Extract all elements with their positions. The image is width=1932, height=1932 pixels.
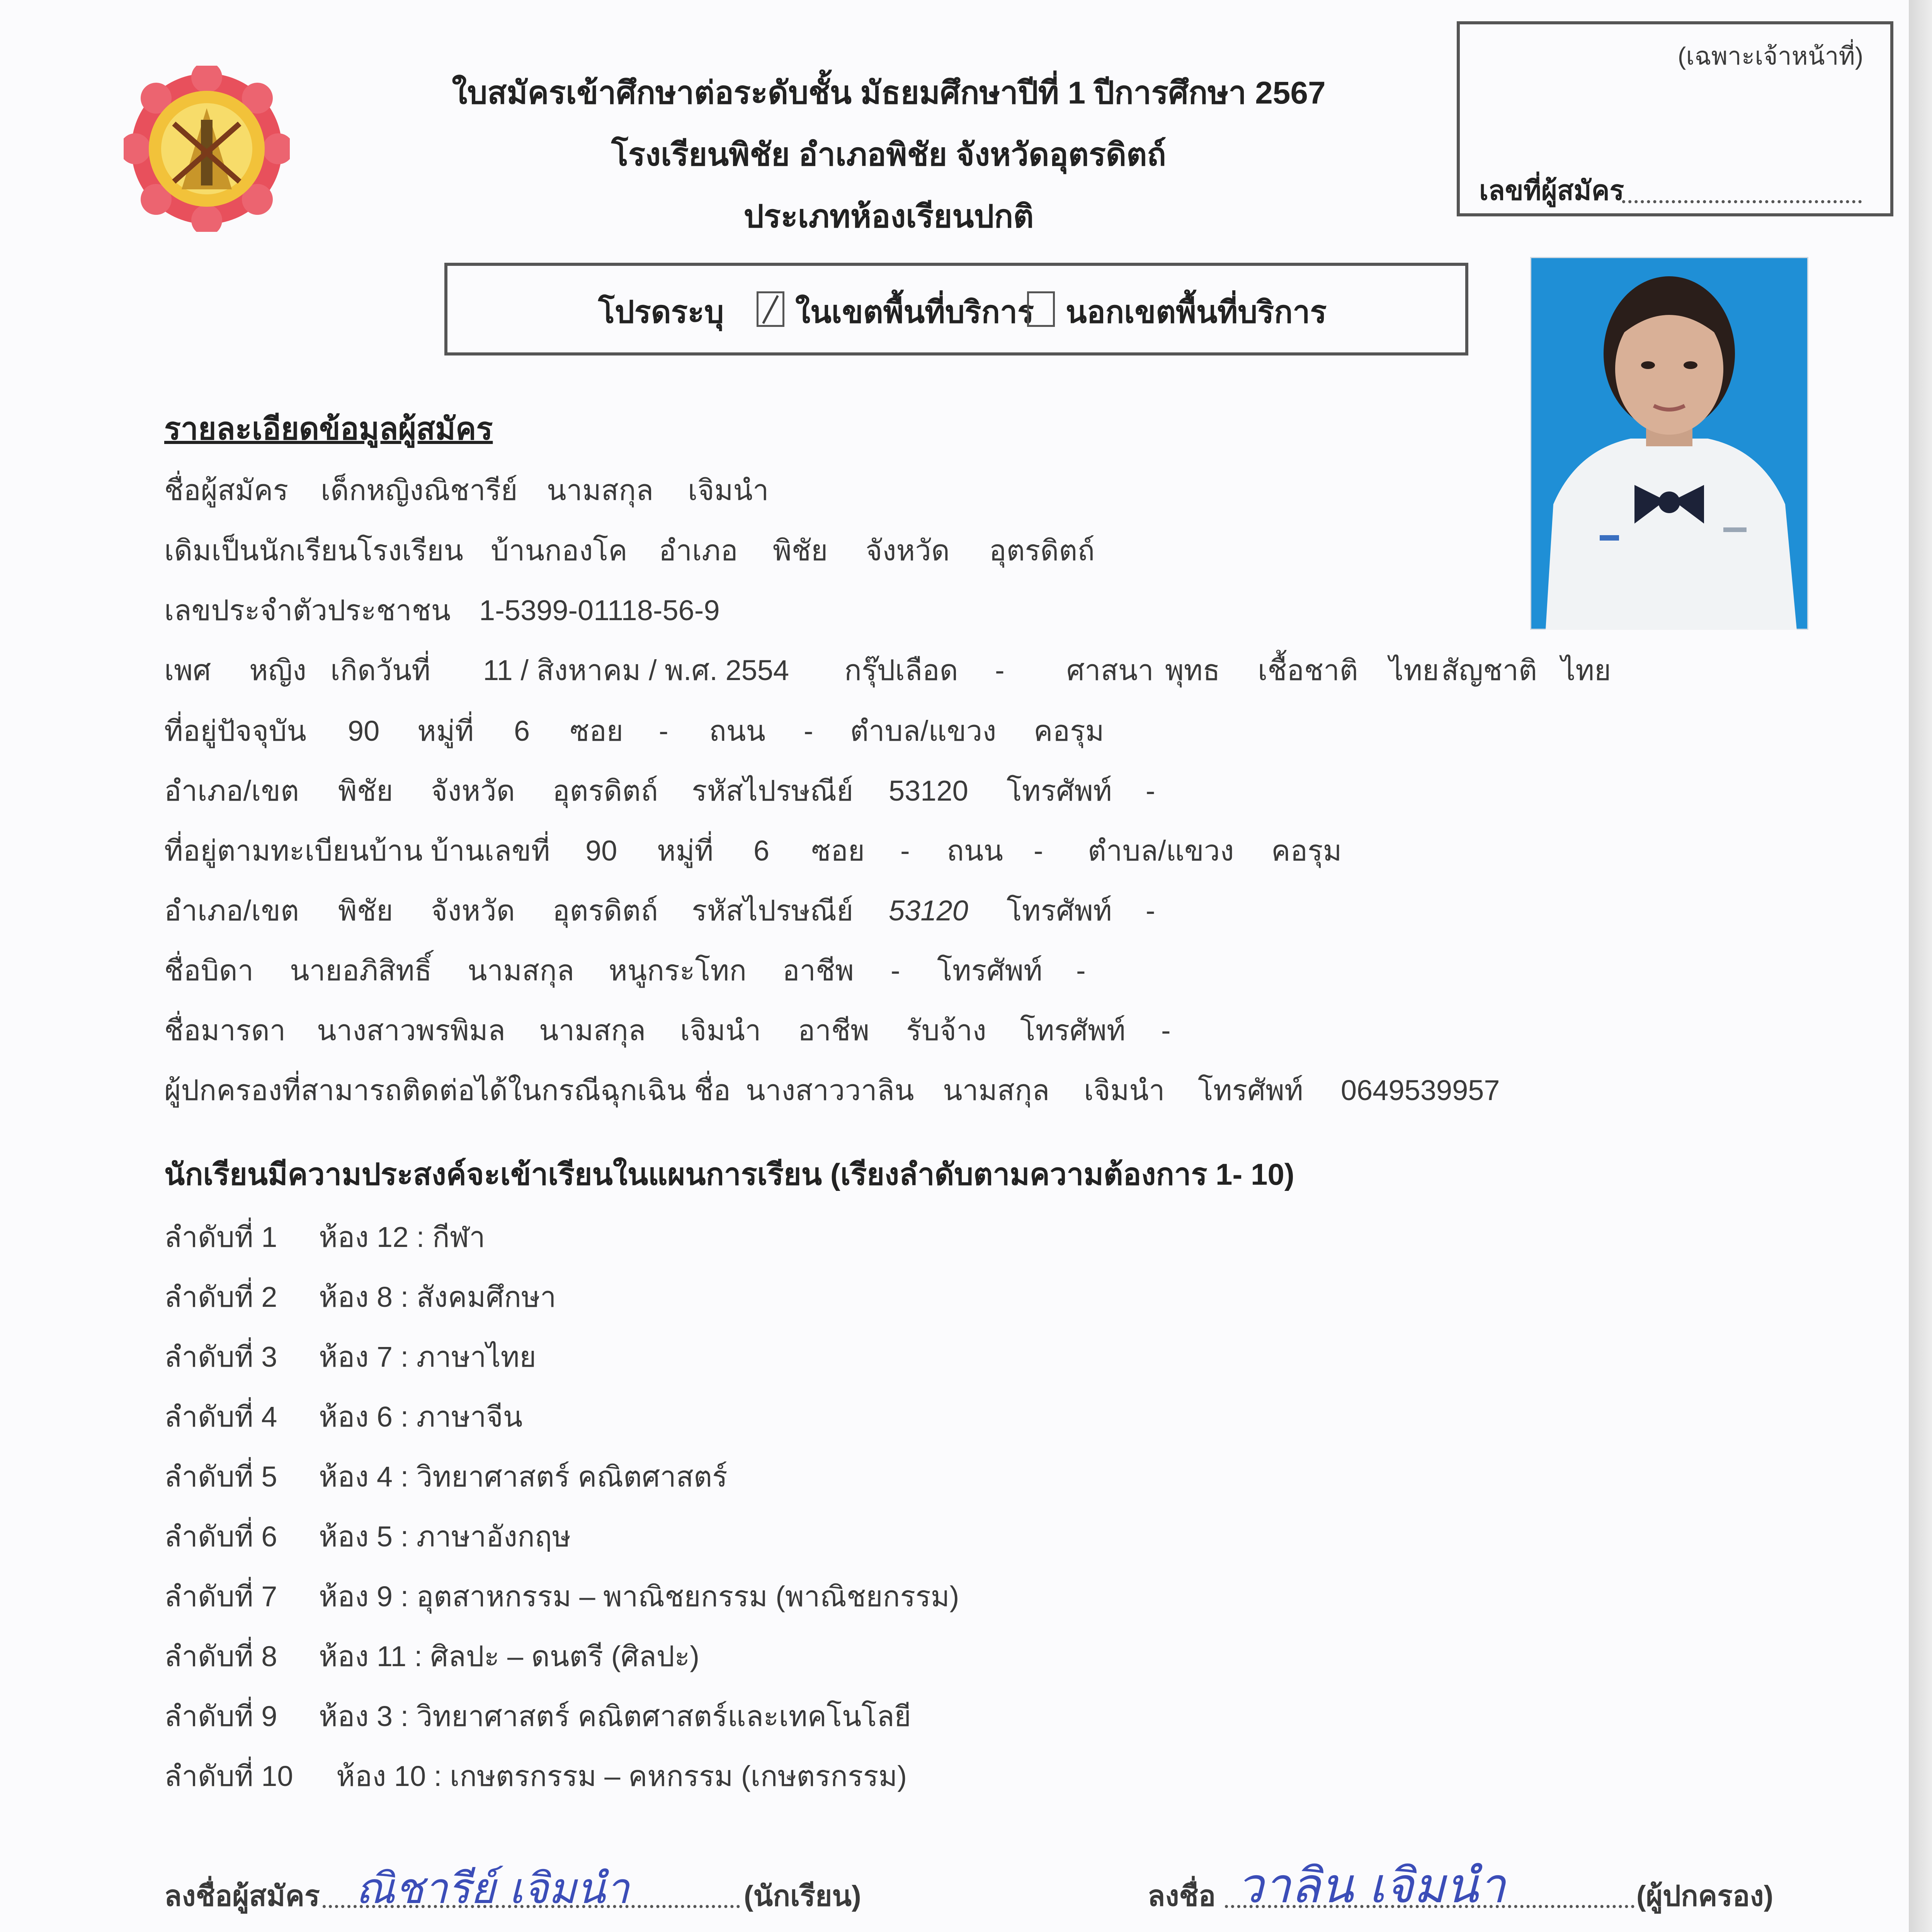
registered-district: พิชัย bbox=[338, 895, 393, 927]
current-moo: 6 bbox=[514, 715, 530, 747]
current-phone: - bbox=[1146, 775, 1155, 807]
current-soi-label: ซอย bbox=[570, 715, 624, 747]
name-value: เด็กหญิงณิชารีย์ bbox=[321, 474, 518, 506]
mother-name: นางสาวพรพิมล bbox=[317, 1014, 505, 1046]
father-job: - bbox=[891, 954, 900, 986]
official-note: (เฉพาะเจ้าหน้าที่) bbox=[1678, 42, 1863, 70]
guardian-phone-label: โทรศัพท์ bbox=[1198, 1074, 1303, 1106]
mother-surname-label: นามสกุล bbox=[539, 1014, 646, 1046]
father-job-label: อาชีพ bbox=[782, 954, 854, 986]
registered-no: 90 bbox=[585, 835, 617, 867]
name-label: ชื่อผู้สมัคร bbox=[164, 474, 289, 506]
preferences-title: นักเรียนมีความประสงค์จะเข้าเรียนในแผนการเรียน (เรียงลำดับตามความต้องการ 1- 10) bbox=[164, 1157, 1294, 1191]
pref-rank: ลำดับที่ 7 bbox=[164, 1580, 277, 1612]
guardian-signature: วาลิน เจิมนำ bbox=[1236, 1858, 1506, 1914]
father-name: นายอภิสิทธิ์ bbox=[290, 954, 432, 986]
guardian-sign-label: ลงชื่อ bbox=[1148, 1880, 1216, 1912]
current-postal: 53120 bbox=[889, 775, 968, 807]
pref-rank: ลำดับที่ 5 bbox=[164, 1461, 277, 1493]
school-district-value: พิชัย bbox=[773, 534, 828, 566]
pref-room: ห้อง 7 : ภาษาไทย bbox=[319, 1341, 536, 1373]
registered-soi: - bbox=[900, 835, 910, 867]
current-subdistrict: คอรุม bbox=[1034, 715, 1104, 747]
pref-rank: ลำดับที่ 10 bbox=[164, 1760, 293, 1792]
official-box bbox=[1457, 21, 1893, 216]
registered-moo-label: หมู่ที่ bbox=[657, 835, 714, 867]
father-surname: หนูกระโทก bbox=[609, 954, 747, 986]
registered-road-label: ถนน bbox=[947, 835, 1003, 867]
applicant-no-label: เลขที่ผู้สมัคร bbox=[1479, 175, 1624, 206]
former-school-value: บ้านกองโค bbox=[491, 534, 628, 566]
area-selection-box bbox=[444, 263, 1468, 355]
pref-room: ห้อง 12 : กีฬา bbox=[319, 1221, 485, 1253]
in-area-label: ในเขตพื้นที่บริการ bbox=[795, 295, 1034, 329]
father-phone-label: โทรศัพท์ bbox=[937, 954, 1043, 986]
submit-date-hand bbox=[390, 1926, 651, 1932]
father-surname-label: นามสกุล bbox=[468, 954, 575, 986]
father-label: ชื่อบิดา bbox=[164, 954, 254, 986]
applicant-sign-suffix: (นักเรียน) bbox=[744, 1880, 861, 1912]
registered-subdistrict: คอรุม bbox=[1271, 835, 1342, 867]
in-area-checkbox[interactable] bbox=[757, 291, 784, 327]
applicant-sign-label: ลงชื่อผู้สมัคร bbox=[164, 1880, 320, 1912]
registered-phone-label: โทรศัพท์ bbox=[1007, 895, 1112, 927]
current-province-label: จังหวัด bbox=[431, 775, 515, 807]
check-mark-icon bbox=[759, 293, 782, 325]
page-edge bbox=[1909, 0, 1932, 1932]
surname-label: นามสกุล bbox=[547, 474, 654, 506]
nation-value: ไทย bbox=[1561, 654, 1611, 686]
current-subdistrict-label: ตำบล/แขวง bbox=[850, 715, 997, 747]
pref-rank: ลำดับที่ 8 bbox=[164, 1640, 277, 1672]
current-address-label: ที่อยู่ปัจจุบัน bbox=[164, 715, 306, 747]
guardian-surname-label: นามสกุล bbox=[943, 1074, 1050, 1106]
school-logo-icon bbox=[124, 66, 290, 232]
religion-value: พุทธ bbox=[1165, 654, 1220, 686]
guardian-phone: 0649539957 bbox=[1341, 1074, 1500, 1106]
current-postal-label: รหัสไปรษณีย์ bbox=[692, 775, 854, 807]
applicant-signature: ณิชารีย์ เจิมนำ bbox=[355, 1864, 629, 1913]
current-district-label: อำเภอ/เขต bbox=[164, 775, 299, 807]
pref-room: ห้อง 3 : วิทยาศาสตร์ คณิตศาสตร์และเทคโนโลยี bbox=[319, 1700, 911, 1732]
current-phone-label: โทรศัพท์ bbox=[1007, 775, 1112, 807]
race-value: ไทย bbox=[1389, 654, 1439, 686]
guardian-surname: เจิมนำ bbox=[1084, 1074, 1165, 1106]
class-type: ประเภทห้องเรียนปกติ bbox=[743, 199, 1034, 234]
out-area-checkbox[interactable] bbox=[1027, 291, 1055, 327]
father-phone: - bbox=[1076, 954, 1086, 986]
mother-job-label: อาชีพ bbox=[798, 1014, 869, 1046]
registered-phone: - bbox=[1146, 895, 1155, 927]
mother-phone-label: โทรศัพท์ bbox=[1020, 1014, 1126, 1046]
registered-address-label: ที่อยู่ตามทะเบียนบ้าน บ้านเลขที่ bbox=[164, 835, 550, 867]
pref-rank: ลำดับที่ 1 bbox=[164, 1221, 277, 1253]
sex-label: เพศ bbox=[164, 654, 211, 686]
pref-room: ห้อง 4 : วิทยาศาสตร์ คณิตศาสตร์ bbox=[319, 1461, 728, 1493]
pref-room: ห้อง 10 : เกษตรกรรม – คหกรรม (เกษตรกรรม) bbox=[336, 1760, 907, 1792]
registered-soi-label: ซอย bbox=[811, 835, 865, 867]
race-label: เชื้อชาติ bbox=[1258, 654, 1358, 686]
pref-rank: ลำดับที่ 3 bbox=[164, 1341, 277, 1373]
applicant-section-title: รายละเอียดข้อมูลผู้สมัคร bbox=[164, 412, 493, 446]
mother-surname: เจิมนำ bbox=[680, 1014, 761, 1046]
school-province-label: จังหวัด bbox=[866, 534, 950, 566]
current-soi: - bbox=[659, 715, 668, 747]
current-road: - bbox=[804, 715, 813, 747]
out-area-label: นอกเขตพื้นที่บริการ bbox=[1066, 295, 1327, 329]
religion-label: ศาสนา bbox=[1066, 654, 1154, 686]
mother-phone: - bbox=[1161, 1014, 1171, 1046]
current-no: 90 bbox=[348, 715, 380, 747]
sex-value: หญิง bbox=[249, 654, 306, 686]
form-title: ใบสมัครเข้าศึกษาต่อระดับชั้น มัธยมศึกษาปีที่ 1 ปีการศึกษา 2567 bbox=[452, 75, 1326, 111]
mother-job: รับจ้าง bbox=[906, 1014, 986, 1046]
school-name: โรงเรียนพิชัย อำเภอพิชัย จังหวัดอุตรดิตถ์ bbox=[611, 137, 1167, 172]
guardian-sign-suffix: (ผู้ปกครอง) bbox=[1636, 1880, 1774, 1912]
school-province-value: อุตรดิตถ์ bbox=[989, 534, 1095, 566]
pref-rank: ลำดับที่ 6 bbox=[164, 1520, 277, 1553]
registered-province-label: จังหวัด bbox=[431, 895, 515, 927]
registered-postal-label: รหัสไปรษณีย์ bbox=[692, 895, 854, 927]
guardian-name: นางสาววาลิน bbox=[746, 1074, 914, 1106]
pref-rank: ลำดับที่ 2 bbox=[164, 1281, 277, 1313]
pref-rank: ลำดับที่ 9 bbox=[164, 1700, 277, 1732]
birth-label: เกิดวันที่ bbox=[330, 654, 431, 686]
pref-rank: ลำดับที่ 4 bbox=[164, 1401, 277, 1433]
surname-value: เจิมนำ bbox=[688, 474, 769, 506]
pref-room: ห้อง 6 : ภาษาจีน bbox=[319, 1401, 523, 1433]
registered-postal: 53120 bbox=[889, 895, 968, 927]
registered-district-label: อำเภอ/เขต bbox=[164, 895, 299, 927]
pref-room: ห้อง 5 : ภาษาอังกฤษ bbox=[319, 1520, 571, 1553]
pref-room: ห้อง 11 : ศิลปะ – ดนตรี (ศิลปะ) bbox=[319, 1640, 700, 1672]
registered-province: อุตรดิตถ์ bbox=[553, 895, 658, 927]
current-road-label: ถนน bbox=[709, 715, 765, 747]
current-moo-label: หมู่ที่ bbox=[417, 715, 474, 747]
area-label: โปรดระบุ bbox=[598, 295, 724, 329]
applicant-photo bbox=[1530, 257, 1808, 630]
applicant-no-field[interactable] bbox=[1622, 200, 1862, 203]
mother-label: ชื่อมารดา bbox=[164, 1014, 286, 1046]
registered-moo: 6 bbox=[753, 835, 770, 867]
former-school-label: เดิมเป็นนักเรียนโรงเรียน bbox=[164, 534, 463, 566]
blood-label: กรุ๊ปเลือด bbox=[844, 654, 958, 686]
birth-value: 11 / สิงหาคม / พ.ศ. 2554 bbox=[483, 654, 789, 686]
id-value: 1-5399-01118-56-9 bbox=[479, 594, 720, 626]
registered-road: - bbox=[1034, 835, 1043, 867]
pref-room: ห้อง 8 : สังคมศึกษา bbox=[319, 1281, 556, 1313]
registered-subdistrict-label: ตำบล/แขวง bbox=[1088, 835, 1234, 867]
current-district: พิชัย bbox=[338, 775, 393, 807]
current-province: อุตรดิตถ์ bbox=[553, 775, 658, 807]
id-label: เลขประจำตัวประชาชน bbox=[164, 594, 451, 626]
school-district-label: อำเภอ bbox=[659, 534, 738, 566]
nation-label: สัญชาติ bbox=[1441, 654, 1537, 686]
pref-room: ห้อง 9 : อุตสาหกรรม – พาณิชยกรรม (พาณิชยกรรม) bbox=[319, 1580, 959, 1612]
blood-value: - bbox=[995, 654, 1005, 686]
guardian-label: ผู้ปกครองที่สามารถติดต่อได้ในกรณีฉุกเฉิน ชื่อ bbox=[164, 1074, 731, 1106]
